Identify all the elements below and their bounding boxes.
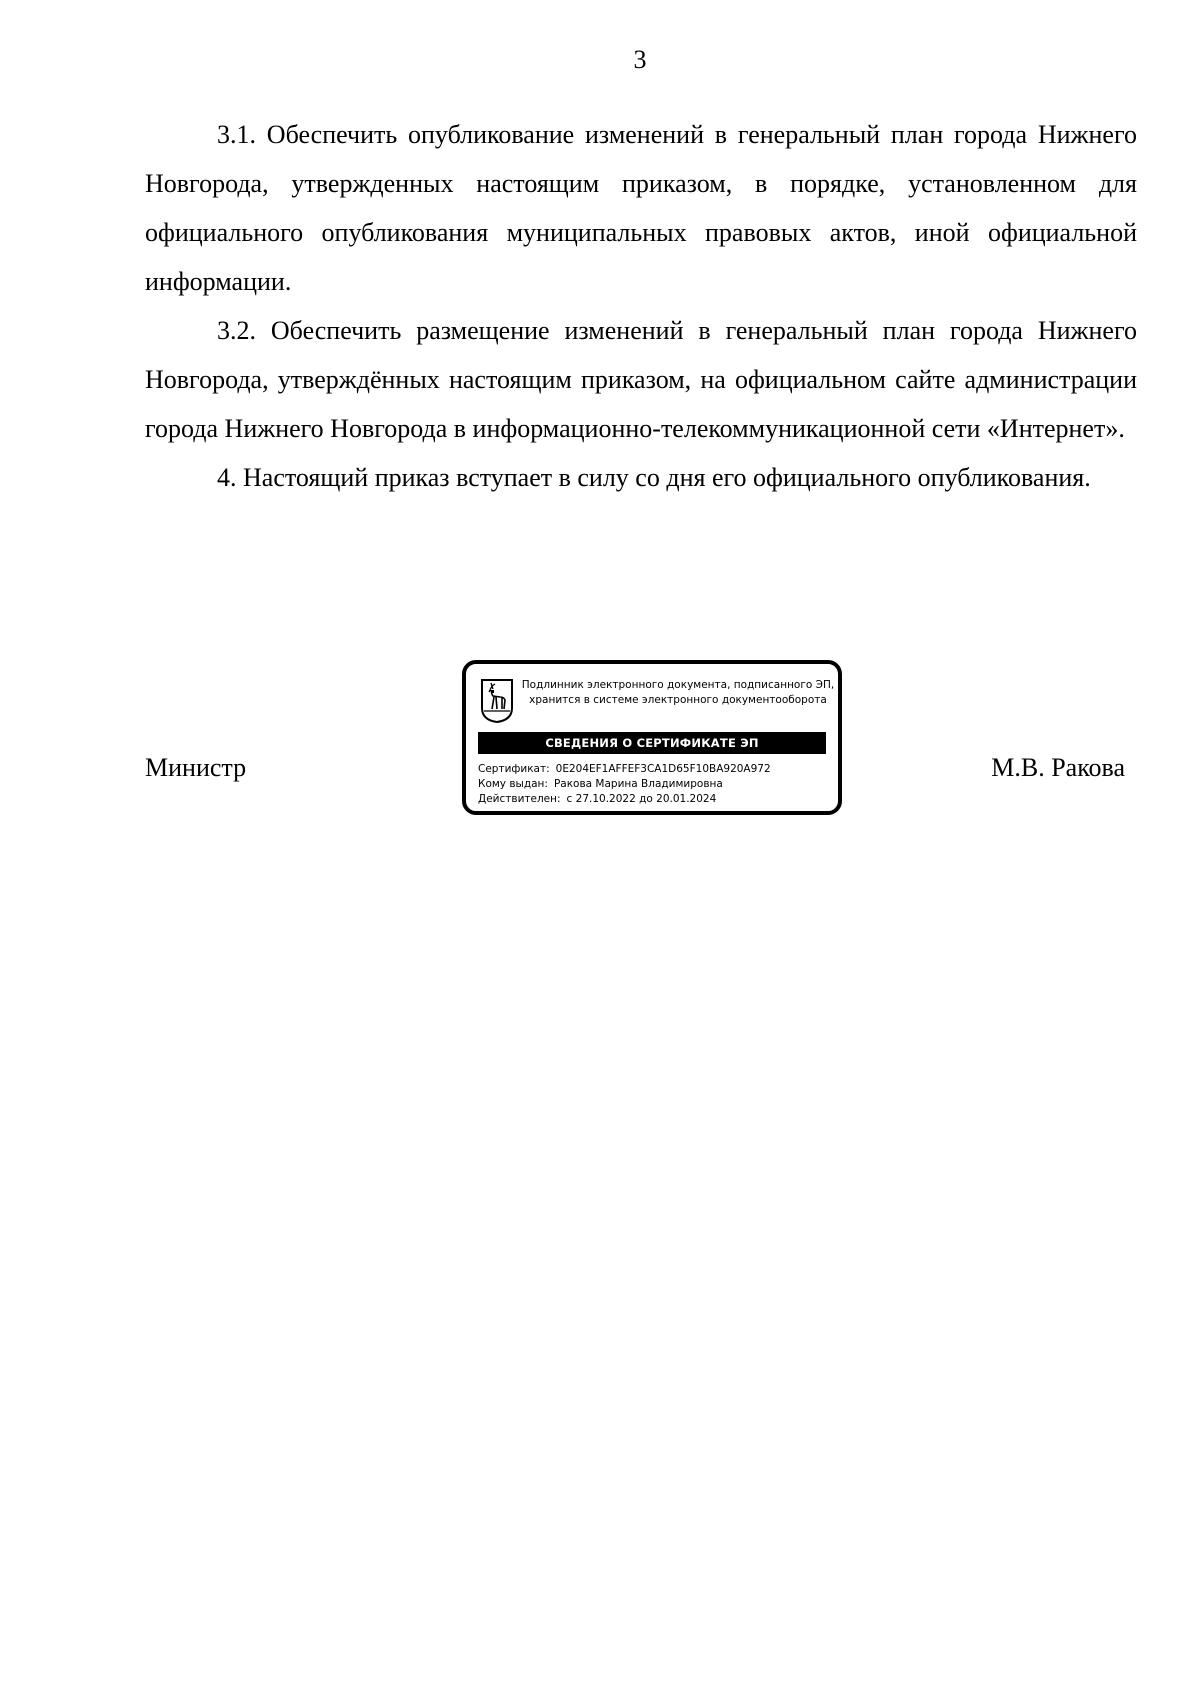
signature-block bbox=[145, 660, 1137, 825]
document-body bbox=[145, 110, 1137, 502]
paragraph-3-2: 3.2. Обеспечить размещение изменений в генеральный план города Нижнего Новгорода, утверждённых настоящим приказом, на официальном сайте администрации города Нижнего Новгорода в информационно-телекоммуникационной сети «Интернет». bbox=[145, 316, 1137, 443]
certificate-details bbox=[478, 762, 830, 807]
certificate-value: 0E204EF1AFFEF3CA1D65F10BA920A972 bbox=[555, 763, 771, 775]
stamp-header bbox=[520, 678, 836, 708]
deer-coat-of-arms-icon bbox=[480, 678, 514, 724]
paragraph-4: 4. Настоящий приказ вступает в силу со дня его официального опубликования. bbox=[217, 463, 1091, 492]
certificate-info-bar: СВЕДЕНИЯ О СЕРТИФИКАТЕ ЭП bbox=[478, 732, 826, 754]
validity-label: Действителен: bbox=[478, 793, 561, 805]
validity-value: с 27.10.2022 до 20.01.2024 bbox=[566, 793, 717, 805]
page-number: 3 bbox=[633, 45, 647, 74]
paragraph-3-1: 3.1. Обеспечить опубликование изменений в генеральный план города Нижнего Новгорода, утвержденных настоящим приказом, в порядке, установленном для официального опубликования муниципальных правовых актов, иной официальной информации. bbox=[145, 120, 1137, 296]
signer-position: Министр bbox=[145, 753, 247, 782]
signer-name: М.В. Ракова bbox=[991, 753, 1125, 782]
electronic-signature-stamp bbox=[462, 660, 842, 815]
certificate-row bbox=[478, 762, 830, 777]
issued-to-label: Кому выдан: bbox=[478, 778, 548, 790]
certificate-label: Сертификат: bbox=[478, 763, 550, 775]
stamp-header-line-2: хранится в системе электронного документооборота bbox=[529, 694, 827, 706]
issued-to-value: Ракова Марина Владимировна bbox=[553, 778, 723, 790]
validity-row bbox=[478, 792, 830, 807]
issued-to-row bbox=[478, 777, 830, 792]
stamp-header-line-1: Подлинник электронного документа, подписанного ЭП, bbox=[521, 679, 835, 691]
